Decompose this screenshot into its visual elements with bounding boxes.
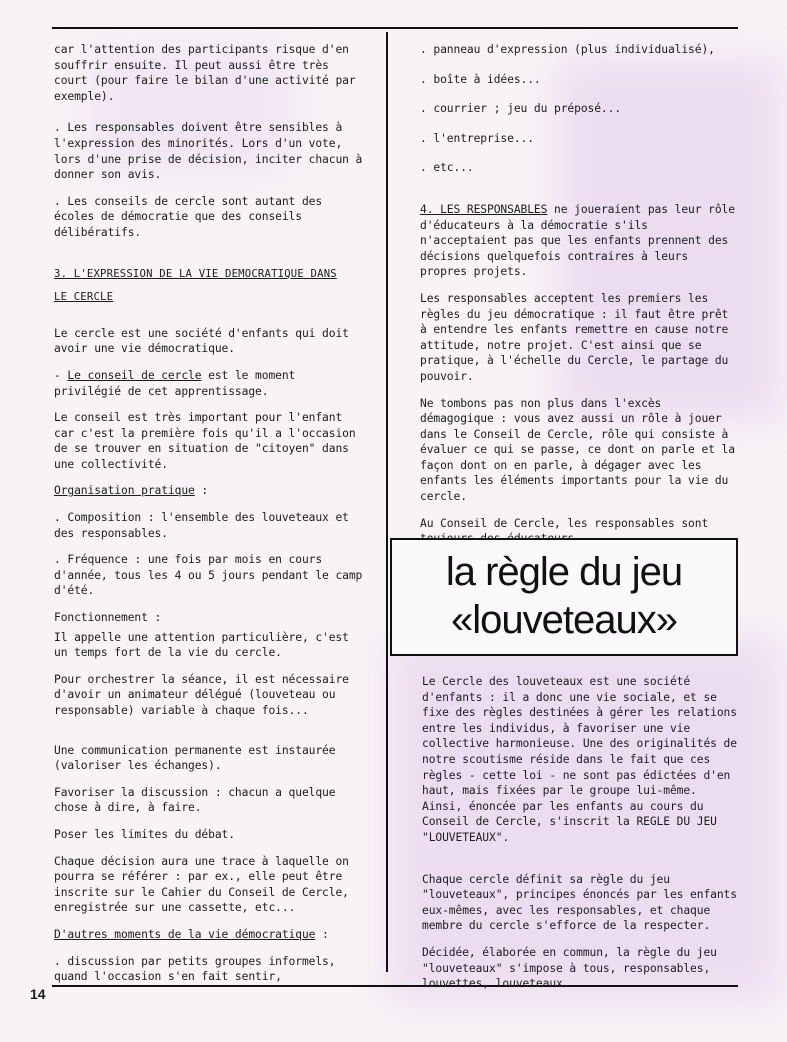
right-column-lower bbox=[422, 674, 740, 1003]
paragraph: . Les conseils de cercle sont autant des écoles de démocratie que des conseils délibératifs. bbox=[54, 194, 323, 239]
list-item: . courrier ; jeu du préposé... bbox=[420, 102, 622, 116]
paragraph: Le conseil est très important pour l'enfant car c'est la première fois qu'il a l'occasion de se trouver en situation de "citoyen" dans une collectivité. bbox=[54, 411, 356, 471]
list-item: . panneau d'expression (plus individualisé), bbox=[420, 43, 715, 56]
regle-du-jeu-title-box bbox=[390, 538, 738, 656]
list-item: . l'entreprise... bbox=[420, 131, 534, 145]
paragraph: Une communication permanente est instaurée (valoriser les échanges). bbox=[54, 743, 336, 773]
paragraph: . Fréquence : une fois par mois en cours d'année, tous les 4 ou 5 jours pendant le camp d'été. bbox=[54, 553, 363, 598]
paragraph: Les responsables acceptent les premiers les règles du jeu démocratique : il faut être prêt à entendre les enfants remettre en cause notre attitude, notre projet. C'est ainsi que se pratique, à l'échelle du Cercle, le partage du pouvoir. bbox=[420, 291, 729, 383]
paragraph: Il appelle une attention particulière, c'est un temps fort de la vie du cercle. bbox=[54, 630, 349, 660]
paragraph: . discussion par petits groupes informels, quand l'occasion s'en fait sentir, bbox=[54, 954, 336, 984]
box-title-line1: la règle du jeu bbox=[445, 550, 683, 594]
paragraph: Le cercle est une société d'enfants qui doit avoir une vie démocratique. bbox=[54, 326, 349, 356]
page-number: 14 bbox=[30, 986, 46, 1002]
paragraph: Le Cercle des louveteaux est une société d'enfants : il a donc une vie sociale, et se fixe des règles destinées à gérer les relations entre les individus, à favoriser une vie collective harmonieuse. Une des originalités de notre scoutisme réside dans le fait que ces règles - cette loi - ne sont pas édictées d'en haut, mais fixées par le groupe lui-même. Ainsi, énoncée par les enfants au cours du Conseil de Cercle, s'inscrit la REGLE DU JEU "LOUVETEAUX". bbox=[422, 675, 737, 844]
list-item: . boîte à idées... bbox=[420, 72, 541, 86]
paragraph: Chaque cercle définit sa règle du jeu "louveteaux", principes énoncés par les enfants eux-mêmes, avec les responsables, et chaque membre du cercle s'efforce de la respecter. bbox=[422, 872, 737, 933]
column-divider bbox=[386, 32, 388, 972]
section-3-heading bbox=[54, 267, 366, 306]
paragraph: Favoriser la discussion : chacun a quelque chose à dire, à faire. bbox=[54, 785, 336, 815]
section-3-title-line1: 3. L'EXPRESSION DE LA VIE DEMOCRATIQUE DANS bbox=[54, 267, 337, 280]
paragraph: - Le conseil de cercle est le moment privilégié de cet apprentissage. bbox=[54, 368, 296, 398]
box-title-line2: «louveteaux» bbox=[451, 598, 677, 642]
paragraph: . Composition : l'ensemble des louveteaux et des responsables. bbox=[54, 511, 349, 540]
autres-moments-heading: D'autres moments de la vie démocratique : bbox=[54, 927, 329, 941]
section-4-paragraph: 4. LES RESPONSABLES ne joueraient pas leur rôle d'éducateurs à la démocratie s'ils n'acceptaient pas que les enfants prennent des décisions quelquefois contraires à leurs propres projets. bbox=[420, 202, 735, 279]
section-4-heading: 4. LES RESPONSABLES bbox=[420, 202, 548, 216]
paragraph: car l'attention des participants risque d'en souffrir ensuite. Il peut aussi être très court (pour faire le bilan d'une activité par exemple). bbox=[54, 43, 356, 103]
section-3-title-line2: LE CERCLE bbox=[54, 291, 114, 304]
left-column bbox=[54, 42, 366, 996]
paragraph: Ne tombons pas non plus dans l'excès démagogique : vous avez aussi un rôle à jouer dans le Conseil de Cercle, rôle qui consiste à évaluer ce qui se passe, ce dont on parle et la façon dont on en parle, à dégager avec les enfants les éléments importants pour la vie du cercle. bbox=[420, 396, 735, 504]
paragraph: . Les responsables doivent être sensibles à l'expression des minorités. Lors d'un vote, lors d'une prise de décision, inciter chacun à donner son avis. bbox=[54, 121, 363, 182]
conseil-de-cercle-term: Le conseil de cercle bbox=[67, 368, 202, 382]
paragraph: Chaque décision aura une trace à laquelle on pourra se référer : par ex., elle peut être inscrite sur le Cahier du Conseil de Cercle, enregistrée sur une cassette, etc... bbox=[54, 854, 349, 915]
right-column bbox=[420, 42, 740, 558]
paragraph: Au Conseil de Cercle, les responsables sont bbox=[420, 516, 709, 530]
paragraph: Pour orchestrer la séance, il est nécessaire d'avoir un animateur délégué (louveteau ou responsable) variable à chaque fois... bbox=[54, 672, 349, 717]
fonctionnement-heading: Fonctionnement : bbox=[54, 611, 162, 625]
top-rule bbox=[52, 27, 738, 29]
organisation-heading: Organisation pratique : bbox=[54, 484, 209, 498]
paragraph: Décidée, élaborée en commun, la règle du jeu "louveteaux" s'impose à tous, responsables, louvettes, louveteaux. bbox=[422, 945, 717, 991]
list-item: . etc... bbox=[420, 161, 474, 175]
paragraph: Poser les limites du débat. bbox=[54, 827, 235, 841]
